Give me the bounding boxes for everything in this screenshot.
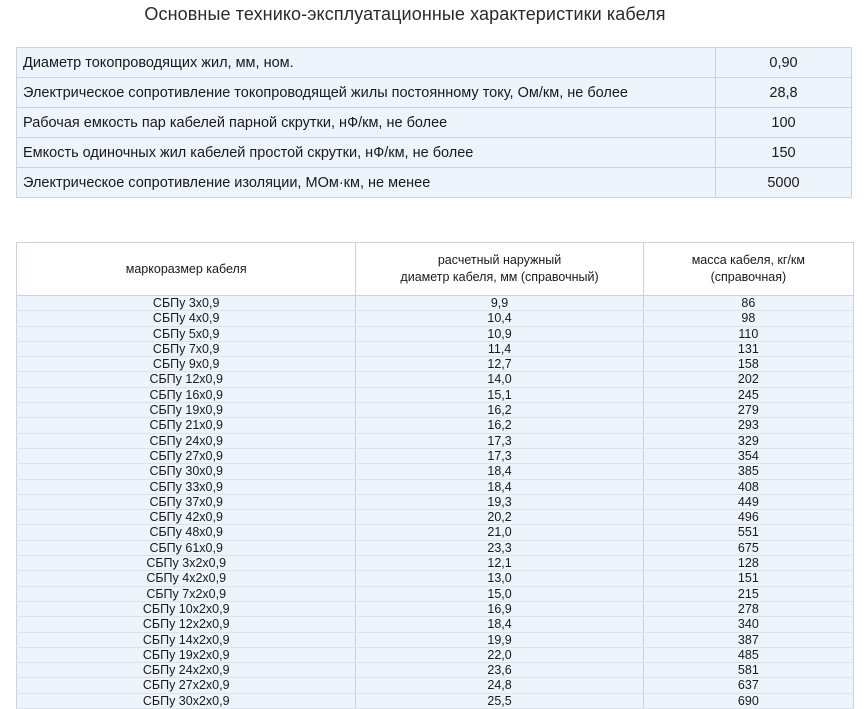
property-value: 100 [716, 108, 852, 138]
cable-diameter: 19,9 [356, 632, 643, 647]
property-row [17, 138, 852, 168]
cable-mark: СБПу 12х2х0,9 [17, 617, 356, 632]
cable-mass: 485 [643, 647, 853, 662]
cable-mark: СБПу 9х0,9 [17, 357, 356, 372]
cable-mark: СБПу 19х2х0,9 [17, 647, 356, 662]
cable-diameter: 20,2 [356, 510, 643, 525]
property-name: Электрическое сопротивление токопроводящей жилы постоянному току, Ом/км, не более [17, 78, 716, 108]
table-row [17, 448, 854, 463]
header-mark [17, 243, 356, 296]
cable-mass: 202 [643, 372, 853, 387]
property-value: 28,8 [716, 78, 852, 108]
cable-mark: СБПу 30х2х0,9 [17, 693, 356, 708]
cable-mass: 245 [643, 387, 853, 402]
table-row [17, 464, 854, 479]
cable-mark: СБПу 27х2х0,9 [17, 678, 356, 693]
cable-mass: 496 [643, 510, 853, 525]
cable-mass: 637 [643, 678, 853, 693]
property-row [17, 168, 852, 198]
table-row [17, 693, 854, 708]
cable-mark: СБПу 33х0,9 [17, 479, 356, 494]
page-title: Основные технико-эксплуатационные характеристики кабеля [144, 4, 666, 24]
table-row [17, 510, 854, 525]
cable-diameter: 23,6 [356, 663, 643, 678]
cable-mass: 551 [643, 525, 853, 540]
cable-mass: 449 [643, 494, 853, 509]
cable-diameter: 17,3 [356, 448, 643, 463]
cable-diameter: 15,1 [356, 387, 643, 402]
cable-diameter: 21,0 [356, 525, 643, 540]
cable-mass: 131 [643, 341, 853, 356]
cable-mass: 86 [643, 296, 853, 311]
cable-mass: 387 [643, 632, 853, 647]
cable-diameter: 12,1 [356, 556, 643, 571]
cable-diameter: 13,0 [356, 571, 643, 586]
cable-mass: 690 [643, 693, 853, 708]
cable-mass: 279 [643, 403, 853, 418]
property-name: Емкость одиночных жил кабелей простой скрутки, нФ/км, не более [17, 138, 716, 168]
cable-mark: СБПу 5х0,9 [17, 326, 356, 341]
header-diameter-line1: расчетный наружный [437, 253, 562, 267]
cable-mark: СБПу 4х0,9 [17, 311, 356, 326]
cable-mass: 215 [643, 586, 853, 601]
cable-diameter: 18,4 [356, 464, 643, 479]
cable-mass: 329 [643, 433, 853, 448]
cable-mass: 128 [643, 556, 853, 571]
table-row [17, 571, 854, 586]
cable-mass: 151 [643, 571, 853, 586]
cable-mark: СБПу 30х0,9 [17, 464, 356, 479]
cable-table-header [17, 243, 854, 296]
cable-mass: 675 [643, 540, 853, 555]
header-mass [643, 243, 853, 296]
property-value: 5000 [716, 168, 852, 198]
properties-table [16, 47, 852, 198]
property-row [17, 78, 852, 108]
cable-diameter: 15,0 [356, 586, 643, 601]
table-row [17, 357, 854, 372]
table-row [17, 678, 854, 693]
cable-mark: СБПу 61х0,9 [17, 540, 356, 555]
table-row [17, 311, 854, 326]
cable-diameter: 16,2 [356, 418, 643, 433]
cable-diameter: 18,4 [356, 479, 643, 494]
property-value: 150 [716, 138, 852, 168]
cable-mark: СБПу 37х0,9 [17, 494, 356, 509]
cable-mark: СБПу 12х0,9 [17, 372, 356, 387]
table-row [17, 403, 854, 418]
cable-mark: СБПу 24х0,9 [17, 433, 356, 448]
property-row [17, 48, 852, 78]
cable-mark: СБПу 21х0,9 [17, 418, 356, 433]
cable-diameter: 24,8 [356, 678, 643, 693]
cable-diameter: 17,3 [356, 433, 643, 448]
table-row [17, 479, 854, 494]
table-row [17, 556, 854, 571]
header-diameter-line2: диаметр кабеля, мм (справочный) [400, 270, 599, 284]
cable-diameter: 18,4 [356, 617, 643, 632]
property-name: Рабочая емкость пар кабелей парной скрутки, нФ/км, не более [17, 108, 716, 138]
table-row [17, 326, 854, 341]
cable-mark: СБПу 24х2х0,9 [17, 663, 356, 678]
cable-mark: СБПу 4х2х0,9 [17, 571, 356, 586]
property-value: 0,90 [716, 48, 852, 78]
cable-mark: СБПу 10х2х0,9 [17, 601, 356, 616]
cable-mark: СБПу 19х0,9 [17, 403, 356, 418]
table-row [17, 525, 854, 540]
cable-diameter: 23,3 [356, 540, 643, 555]
cable-mark: СБПу 16х0,9 [17, 387, 356, 402]
cable-mass: 293 [643, 418, 853, 433]
cable-diameter: 22,0 [356, 647, 643, 662]
table-row [17, 372, 854, 387]
cable-mass: 385 [643, 464, 853, 479]
cable-mark: СБПу 3х2х0,9 [17, 556, 356, 571]
cable-diameter: 12,7 [356, 357, 643, 372]
header-mark-text: маркоразмер кабеля [125, 261, 247, 276]
table-row [17, 494, 854, 509]
cable-mark: СБПу 27х0,9 [17, 448, 356, 463]
table-row [17, 647, 854, 662]
property-name: Электрическое сопротивление изоляции, МОм·км, не менее [17, 168, 716, 198]
cable-diameter: 10,9 [356, 326, 643, 341]
cable-mass: 354 [643, 448, 853, 463]
cable-mass: 340 [643, 617, 853, 632]
table-row [17, 601, 854, 616]
header-diameter [356, 243, 643, 296]
table-row [17, 540, 854, 555]
table-row [17, 341, 854, 356]
cable-mass: 98 [643, 311, 853, 326]
cable-diameter: 16,2 [356, 403, 643, 418]
cable-mass: 278 [643, 601, 853, 616]
cable-mark: СБПу 42х0,9 [17, 510, 356, 525]
table-row [17, 663, 854, 678]
table-row [17, 387, 854, 402]
table-row [17, 586, 854, 601]
cable-diameter: 10,4 [356, 311, 643, 326]
table-row [17, 296, 854, 311]
table-row [17, 632, 854, 647]
cable-mark: СБПу 48х0,9 [17, 525, 356, 540]
cable-diameter: 9,9 [356, 296, 643, 311]
cable-diameter: 14,0 [356, 372, 643, 387]
table-row [17, 433, 854, 448]
cable-mark: СБПу 3х0,9 [17, 296, 356, 311]
cable-mass: 408 [643, 479, 853, 494]
table-row [17, 418, 854, 433]
property-row [17, 108, 852, 138]
cable-mark: СБПу 14х2х0,9 [17, 632, 356, 647]
cable-mark: СБПу 7х2х0,9 [17, 586, 356, 601]
cable-mark: СБПу 7х0,9 [17, 341, 356, 356]
header-mass-line1: масса кабеля, кг/км [691, 253, 805, 267]
cable-diameter: 11,4 [356, 341, 643, 356]
cable-mass: 110 [643, 326, 853, 341]
cable-mass: 581 [643, 663, 853, 678]
property-name: Диаметр токопроводящих жил, мм, ном. [17, 48, 716, 78]
cable-diameter: 16,9 [356, 601, 643, 616]
cable-mass: 158 [643, 357, 853, 372]
cable-table [16, 242, 854, 709]
cable-diameter: 19,3 [356, 494, 643, 509]
header-mass-line2: (справочная) [710, 270, 787, 284]
table-row [17, 617, 854, 632]
cable-diameter: 25,5 [356, 693, 643, 708]
